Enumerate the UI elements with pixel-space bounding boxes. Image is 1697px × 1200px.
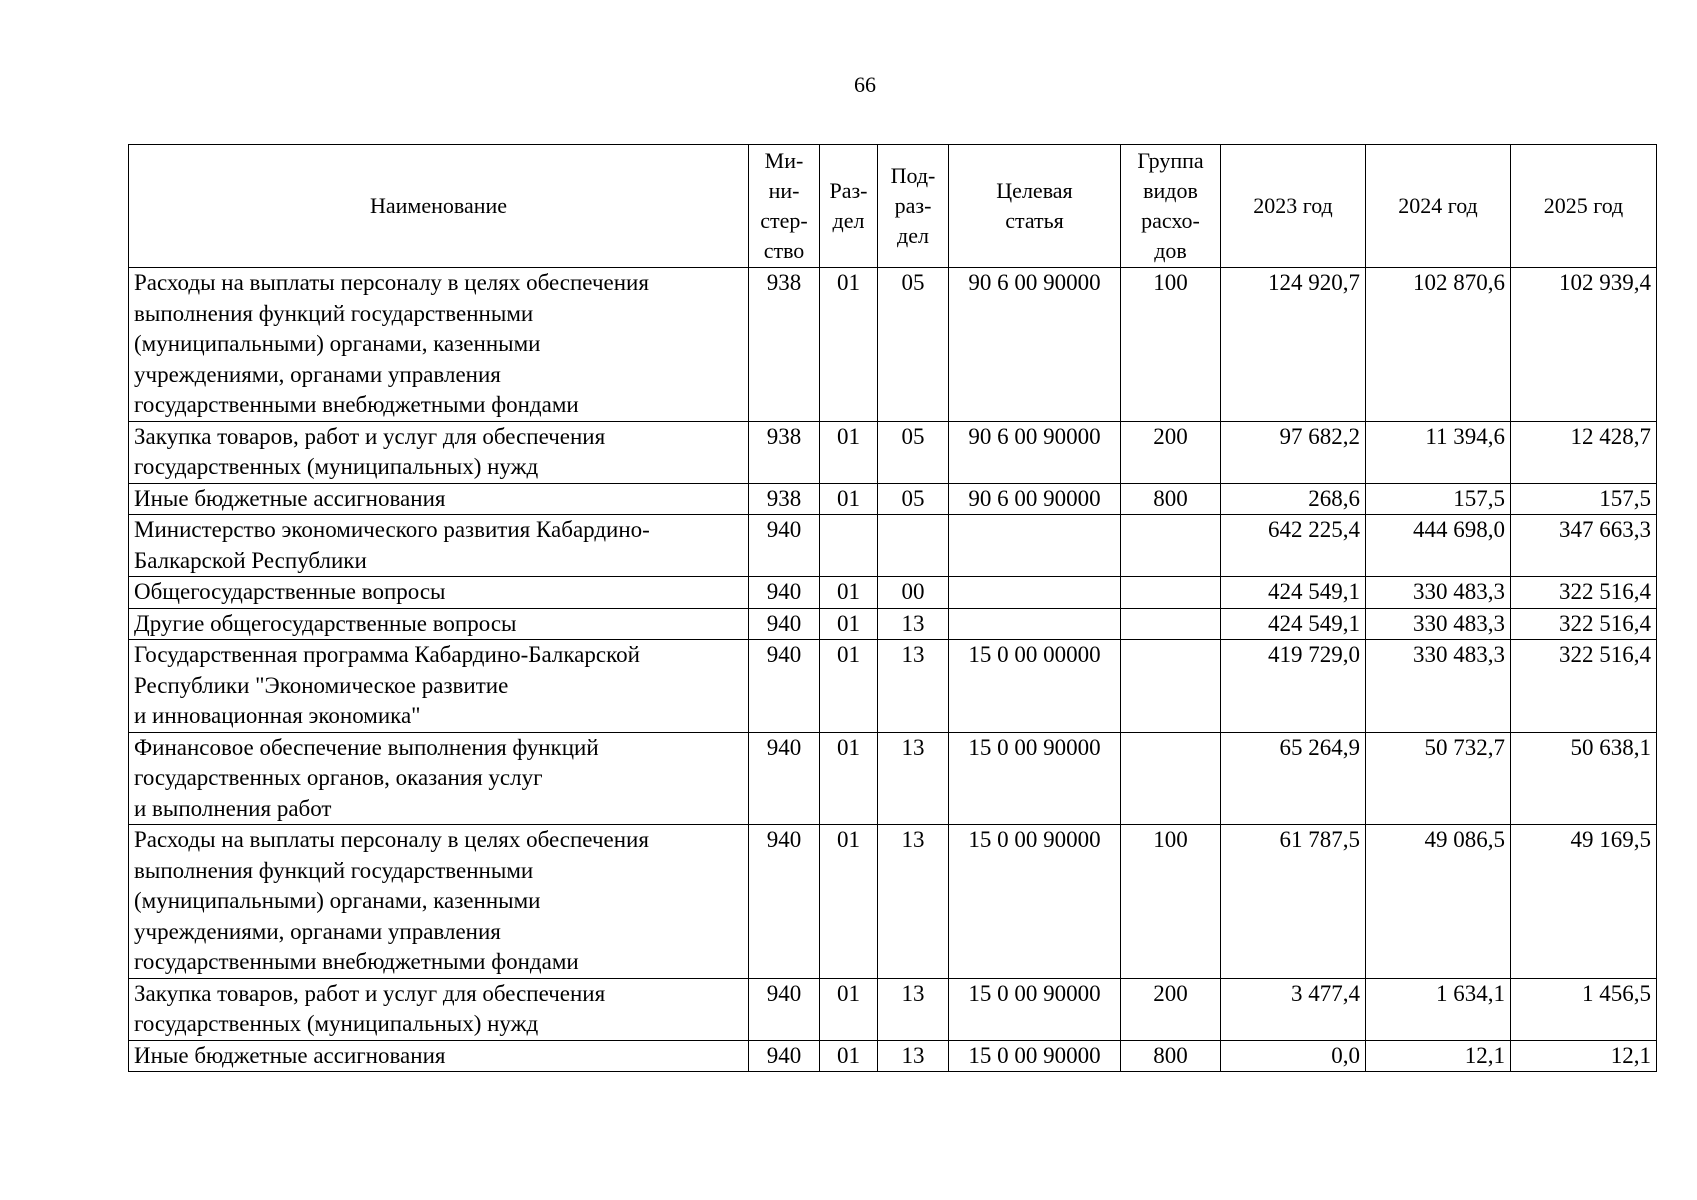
name-line: государственных органов, оказания услуг [134, 765, 543, 790]
subsection-cell: 13 [878, 608, 949, 640]
amount-2023-cell: 124 920,7 [1221, 268, 1366, 422]
section-cell [820, 515, 878, 577]
name-cell [129, 732, 749, 825]
subsection-cell: 13 [878, 732, 949, 825]
name-cell [129, 825, 749, 979]
section-cell: 01 [820, 421, 878, 483]
header-2025: 2025 год [1511, 145, 1657, 268]
table-row [129, 978, 1657, 1040]
header-name: Наименование [129, 145, 749, 268]
section-cell: 01 [820, 268, 878, 422]
group-cell: 800 [1121, 483, 1221, 515]
ministry-cell: 938 [749, 421, 820, 483]
header-target: Целевая статья [949, 145, 1121, 268]
header-subsection: Под- раз- дел [878, 145, 949, 268]
section-cell: 01 [820, 1040, 878, 1072]
amount-2025-cell: 157,5 [1511, 483, 1657, 515]
name-line: (муниципальными) органами, казенными [134, 888, 541, 913]
header-ministry: Ми- ни- стер- ство [749, 145, 820, 268]
amount-2023-cell: 61 787,5 [1221, 825, 1366, 979]
name-line: государственными внебюджетными фондами [134, 949, 579, 974]
target-cell [949, 515, 1121, 577]
amount-2025-cell: 322 516,4 [1511, 640, 1657, 733]
name-line: Закупка товаров, работ и услуг для обеспечения [134, 423, 606, 449]
ministry-cell: 940 [749, 1040, 820, 1072]
ministry-cell: 938 [749, 268, 820, 422]
target-cell: 15 0 00 00000 [949, 640, 1121, 733]
amount-2025-cell: 49 169,5 [1511, 825, 1657, 979]
name-line: Республики "Экономическое развитие [134, 672, 509, 698]
name-line: учреждениями, органами управления [134, 361, 501, 387]
table-row [129, 640, 1657, 733]
name-line: выполнения функций государственными [134, 857, 534, 883]
name-cell [129, 608, 749, 640]
section-cell: 01 [820, 825, 878, 979]
name-cell [129, 421, 749, 483]
group-cell [1121, 640, 1221, 733]
ministry-cell: 938 [749, 483, 820, 515]
section-cell: 01 [820, 577, 878, 609]
name-line: и инновационная экономика" [134, 703, 421, 728]
target-cell: 15 0 00 90000 [949, 1040, 1121, 1072]
subsection-cell: 05 [878, 483, 949, 515]
target-cell: 15 0 00 90000 [949, 825, 1121, 979]
target-cell: 90 6 00 90000 [949, 483, 1121, 515]
target-cell: 15 0 00 90000 [949, 732, 1121, 825]
subsection-cell: 05 [878, 268, 949, 422]
table-row [129, 483, 1657, 515]
group-cell [1121, 608, 1221, 640]
name-line: и выполнения работ [134, 795, 332, 821]
group-cell [1121, 732, 1221, 825]
subsection-cell: 05 [878, 421, 949, 483]
amount-2023-cell: 642 225,4 [1221, 515, 1366, 577]
subsection-cell: 13 [878, 1040, 949, 1072]
ministry-cell: 940 [749, 577, 820, 609]
group-cell [1121, 515, 1221, 577]
amount-2024-cell: 1 634,1 [1366, 978, 1511, 1040]
ministry-cell: 940 [749, 825, 820, 979]
amount-2024-cell: 49 086,5 [1366, 825, 1511, 979]
table-row [129, 732, 1657, 825]
group-cell: 100 [1121, 825, 1221, 979]
amount-2024-cell: 444 698,0 [1366, 515, 1511, 577]
amount-2025-cell: 347 663,3 [1511, 515, 1657, 577]
name-line: Расходы на выплаты персоналу в целях обеспечения [134, 270, 649, 295]
amount-2023-cell: 419 729,0 [1221, 640, 1366, 733]
amount-2024-cell: 102 870,6 [1366, 268, 1511, 422]
header-group: Группа видов расхо- дов [1121, 145, 1221, 268]
amount-2023-cell: 268,6 [1221, 483, 1366, 515]
amount-2024-cell: 50 732,7 [1366, 732, 1511, 825]
name-line: выполнения функций государственными [134, 300, 534, 326]
name-line: Государственная программа Кабардино-Балкарской [134, 642, 640, 667]
table-row [129, 608, 1657, 640]
name-line: Иные бюджетные ассигнования [134, 485, 446, 511]
table-row [129, 515, 1657, 577]
amount-2025-cell: 1 456,5 [1511, 978, 1657, 1040]
section-cell: 01 [820, 732, 878, 825]
section-cell: 01 [820, 483, 878, 515]
ministry-cell: 940 [749, 515, 820, 577]
name-line: государственных (муниципальных) нужд [134, 1011, 539, 1036]
amount-2024-cell: 330 483,3 [1366, 608, 1511, 640]
amount-2025-cell: 12 428,7 [1511, 421, 1657, 483]
amount-2024-cell: 330 483,3 [1366, 577, 1511, 609]
target-cell: 15 0 00 90000 [949, 978, 1121, 1040]
group-cell: 200 [1121, 421, 1221, 483]
subsection-cell: 13 [878, 978, 949, 1040]
section-cell: 01 [820, 608, 878, 640]
amount-2023-cell: 0,0 [1221, 1040, 1366, 1072]
amount-2025-cell: 322 516,4 [1511, 577, 1657, 609]
name-line: Иные бюджетные ассигнования [134, 1042, 446, 1068]
subsection-cell: 00 [878, 577, 949, 609]
table-row [129, 577, 1657, 609]
name-line: Другие общегосударственные вопросы [134, 610, 517, 636]
name-cell [129, 268, 749, 422]
table-row [129, 268, 1657, 422]
table-row [129, 1040, 1657, 1072]
name-cell [129, 515, 749, 577]
header-2024: 2024 год [1366, 145, 1511, 268]
name-line: Общегосударственные вопросы [134, 579, 446, 604]
amount-2024-cell: 12,1 [1366, 1040, 1511, 1072]
header-section: Раз- дел [820, 145, 878, 268]
amount-2024-cell: 157,5 [1366, 483, 1511, 515]
name-cell [129, 640, 749, 733]
amount-2024-cell: 11 394,6 [1366, 421, 1511, 483]
table-row [129, 825, 1657, 979]
amount-2023-cell: 424 549,1 [1221, 608, 1366, 640]
group-cell: 100 [1121, 268, 1221, 422]
name-line: (муниципальными) органами, казенными [134, 331, 541, 356]
group-cell [1121, 577, 1221, 609]
subsection-cell: 13 [878, 640, 949, 733]
amount-2025-cell: 50 638,1 [1511, 732, 1657, 825]
ministry-cell: 940 [749, 640, 820, 733]
subsection-cell [878, 515, 949, 577]
amount-2023-cell: 97 682,2 [1221, 421, 1366, 483]
name-line: Расходы на выплаты персоналу в целях обеспечения [134, 827, 649, 852]
page-number: 66 [854, 72, 876, 97]
budget-table [128, 144, 1657, 1072]
amount-2023-cell: 65 264,9 [1221, 732, 1366, 825]
ministry-cell: 940 [749, 732, 820, 825]
subsection-cell: 13 [878, 825, 949, 979]
amount-2023-cell: 424 549,1 [1221, 577, 1366, 609]
amount-2025-cell: 12,1 [1511, 1040, 1657, 1072]
name-line: государственными внебюджетными фондами [134, 392, 579, 417]
name-cell [129, 483, 749, 515]
name-cell [129, 978, 749, 1040]
amount-2025-cell: 102 939,4 [1511, 268, 1657, 422]
name-cell [129, 577, 749, 609]
name-line: Балкарской Республики [134, 547, 367, 573]
name-line: государственных (муниципальных) нужд [134, 454, 539, 479]
name-line: Министерство экономического развития Кабардино- [134, 517, 650, 542]
header-2023: 2023 год [1221, 145, 1366, 268]
target-cell: 90 6 00 90000 [949, 268, 1121, 422]
table-row [129, 421, 1657, 483]
name-line: Закупка товаров, работ и услуг для обеспечения [134, 980, 606, 1006]
target-cell [949, 577, 1121, 609]
table-body [129, 268, 1657, 1072]
amount-2024-cell: 330 483,3 [1366, 640, 1511, 733]
ministry-cell: 940 [749, 608, 820, 640]
amount-2023-cell: 3 477,4 [1221, 978, 1366, 1040]
group-cell: 800 [1121, 1040, 1221, 1072]
amount-2025-cell: 322 516,4 [1511, 608, 1657, 640]
name-cell [129, 1040, 749, 1072]
target-cell: 90 6 00 90000 [949, 421, 1121, 483]
name-line: учреждениями, органами управления [134, 918, 501, 944]
ministry-cell: 940 [749, 978, 820, 1040]
name-line: Финансовое обеспечение выполнения функций [134, 734, 599, 760]
table-header [129, 145, 1657, 268]
section-cell: 01 [820, 978, 878, 1040]
group-cell: 200 [1121, 978, 1221, 1040]
target-cell [949, 608, 1121, 640]
section-cell: 01 [820, 640, 878, 733]
